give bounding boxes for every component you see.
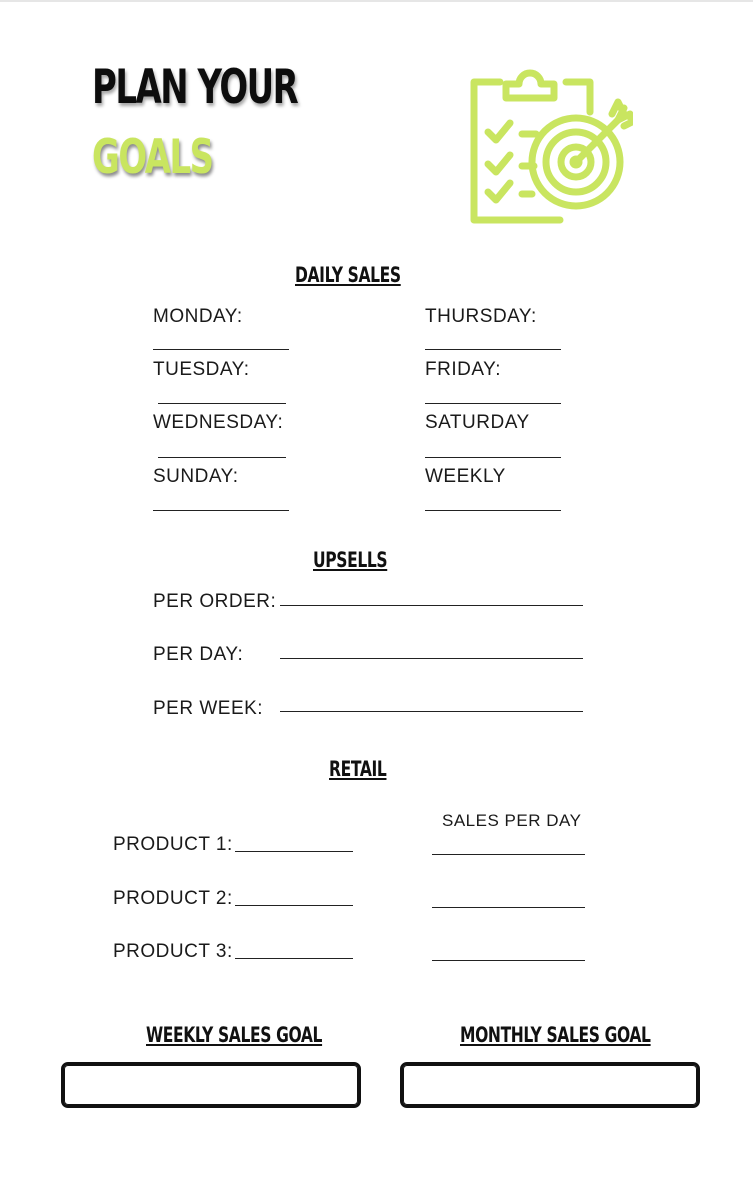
top-border xyxy=(0,0,753,2)
day-label-friday: FRIDAY: xyxy=(425,359,501,380)
saturday-entry-line[interactable] xyxy=(425,457,561,458)
upsells-heading: UPSELLS xyxy=(313,548,388,572)
product-2-entry-line[interactable] xyxy=(235,905,353,906)
day-label-saturday: SATURDAY xyxy=(425,412,530,433)
product-1-entry-line[interactable] xyxy=(235,851,353,852)
daily-sales-heading: DAILY SALES xyxy=(295,263,401,287)
monthly-sales-goal-box[interactable] xyxy=(400,1062,700,1108)
per-order-entry-line[interactable] xyxy=(280,605,583,606)
per-day-entry-line[interactable] xyxy=(280,658,583,659)
weekly-sales-goal-heading: WEEKLY SALES GOAL xyxy=(146,1023,323,1047)
product-label-2: PRODUCT 2: xyxy=(113,888,233,909)
weekly-entry-line[interactable] xyxy=(425,510,561,511)
product-1-sales-line[interactable] xyxy=(432,854,585,855)
monthly-sales-goal-heading: MONTHLY SALES GOAL xyxy=(460,1023,651,1047)
day-label-tuesday: TUESDAY: xyxy=(153,359,250,380)
day-label-wednesday: WEDNESDAY: xyxy=(153,412,284,433)
per-week-entry-line[interactable] xyxy=(280,711,583,712)
product-label-3: PRODUCT 3: xyxy=(113,941,233,962)
upsell-label-per-order: PER ORDER: xyxy=(153,591,277,612)
retail-heading: RETAIL xyxy=(329,757,387,781)
monday-entry-line[interactable] xyxy=(153,349,289,350)
clipboard-target-icon xyxy=(468,60,633,228)
day-label-sunday: SUNDAY: xyxy=(153,466,239,487)
product-label-1: PRODUCT 1: xyxy=(113,834,233,855)
friday-entry-line[interactable] xyxy=(425,403,561,404)
thursday-entry-line[interactable] xyxy=(425,349,561,350)
product-3-sales-line[interactable] xyxy=(432,960,585,961)
day-label-thursday: THURSDAY: xyxy=(425,306,537,327)
upsell-label-per-day: PER DAY: xyxy=(153,644,244,665)
page-title-line1: PLAN YOUR xyxy=(92,60,298,115)
page-title-line2: GOALS xyxy=(92,130,213,185)
weekly-sales-goal-box[interactable] xyxy=(61,1062,361,1108)
day-label-monday: MONDAY: xyxy=(153,306,243,327)
tuesday-entry-line[interactable] xyxy=(158,403,286,404)
sales-per-day-header: SALES PER DAY xyxy=(442,811,582,830)
sunday-entry-line[interactable] xyxy=(153,510,289,511)
wednesday-entry-line[interactable] xyxy=(158,457,286,458)
product-2-sales-line[interactable] xyxy=(432,907,585,908)
day-label-weekly: WEEKLY xyxy=(425,466,506,487)
product-3-entry-line[interactable] xyxy=(235,958,353,959)
upsell-label-per-week: PER WEEK: xyxy=(153,698,264,719)
